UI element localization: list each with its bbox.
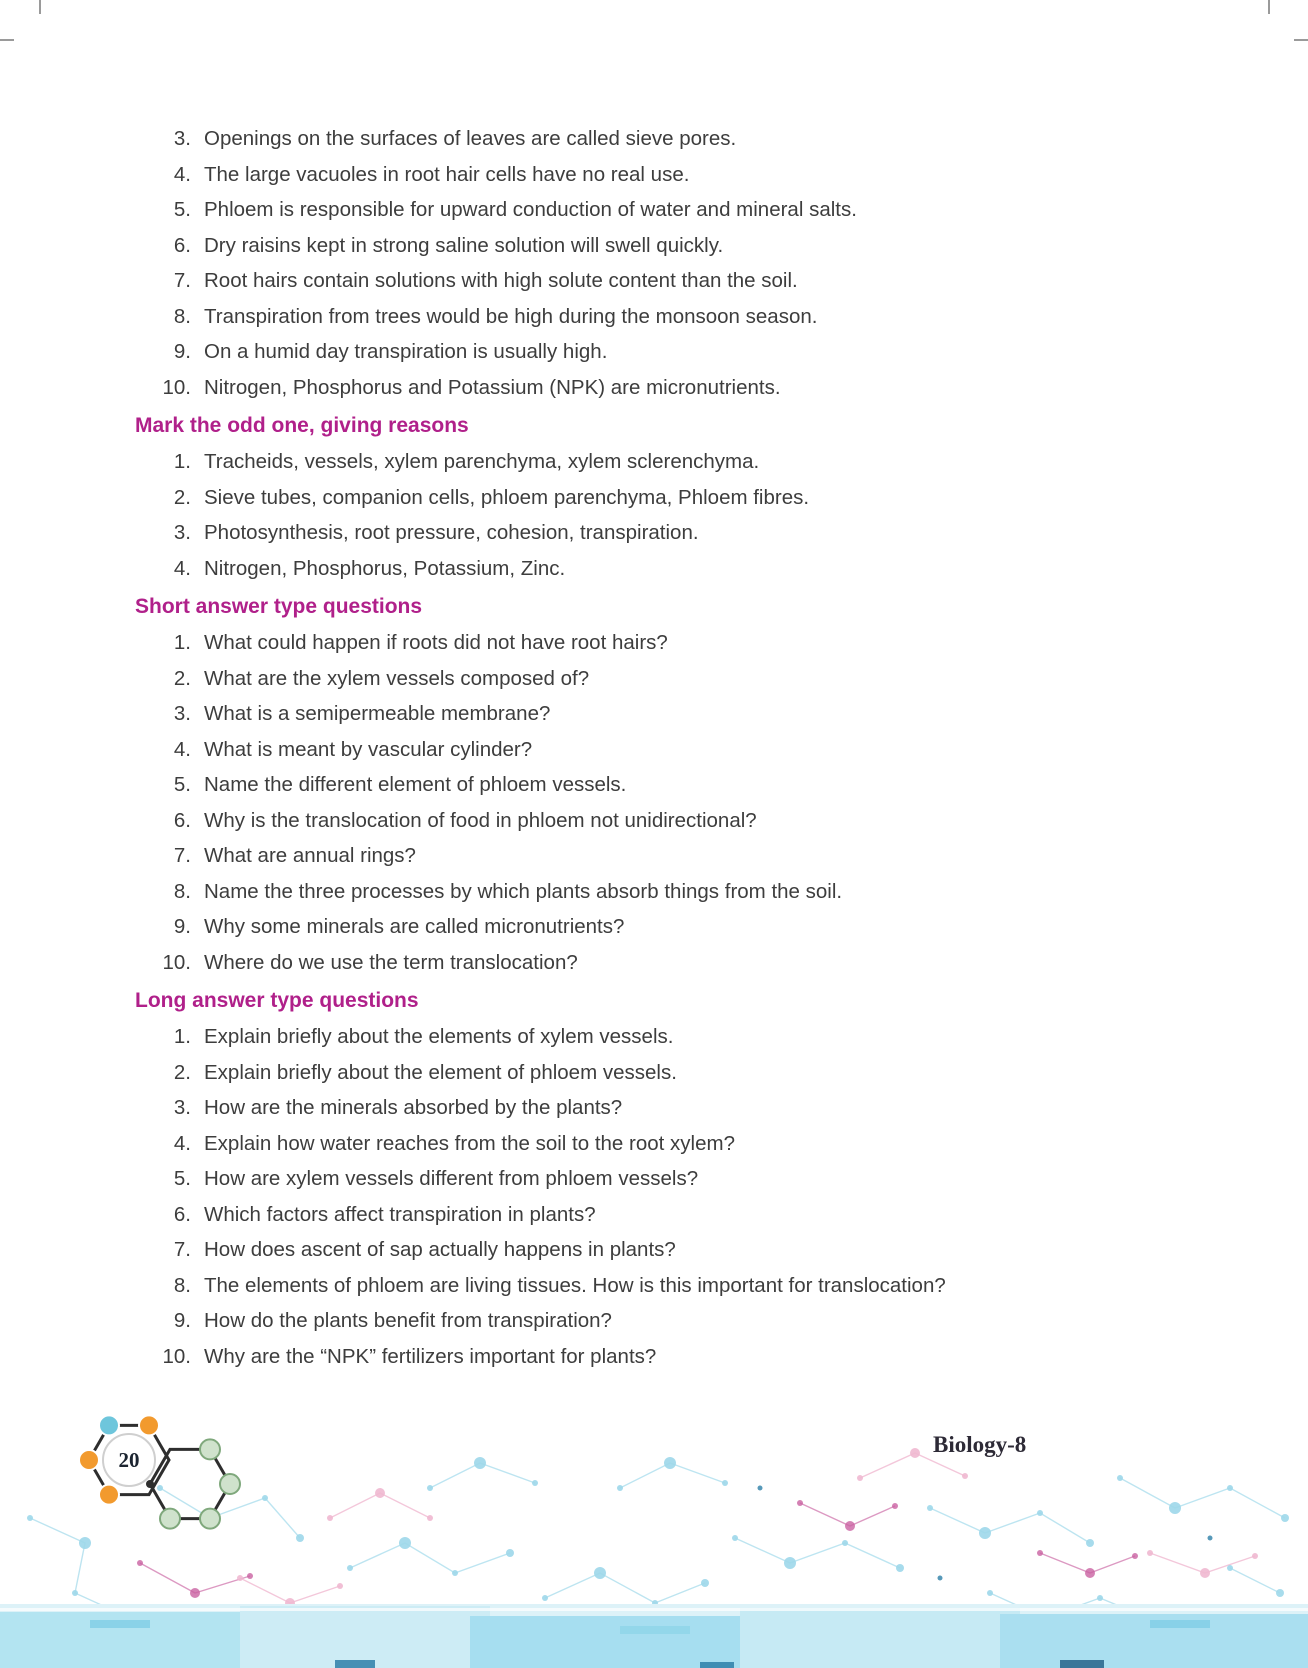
footer-book-label: Biology-8	[933, 1432, 1027, 1457]
item-text: Name the three processes by which plants absorb things from the soil.	[204, 879, 843, 903]
item-text: Phloem is responsible for upward conduction of water and mineral salts.	[204, 198, 857, 221]
item-text: Why some minerals are called micronutrients?	[204, 915, 625, 938]
item-text: Nitrogen, Phosphorus and Potassium (NPK) are micronutrients.	[204, 375, 781, 399]
list-item	[135, 838, 1180, 874]
item-number: 3.	[173, 702, 191, 725]
item-number: 3.	[173, 521, 191, 544]
item-text: Where do we use the term translocation?	[204, 950, 578, 974]
item-text: Photosynthesis, root pressure, cohesion, transpiration.	[204, 521, 699, 544]
list-item	[135, 909, 1180, 945]
item-number: 10.	[162, 950, 191, 974]
list-item	[135, 121, 1180, 157]
list-item	[135, 480, 1180, 516]
section-heading-short-answer: Short answer type questions	[135, 595, 423, 618]
item-text: What is meant by vascular cylinder?	[204, 737, 533, 761]
list-item	[135, 551, 1180, 587]
true-false-list	[135, 121, 1180, 405]
item-text: What could happen if roots did not have root hairs?	[204, 631, 668, 654]
long-answer-list	[135, 1019, 1180, 1374]
list-item	[135, 1161, 1180, 1197]
item-text: Openings on the surfaces of leaves are called sieve pores.	[204, 127, 737, 150]
list-item	[135, 157, 1180, 193]
item-number: 4.	[173, 556, 191, 580]
item-text: Sieve tubes, companion cells, phloem parenchyma, Phloem fibres.	[204, 485, 810, 509]
list-item	[135, 1268, 1180, 1304]
list-item	[135, 1090, 1180, 1126]
item-text: Which factors affect transpiration in plants?	[204, 1202, 596, 1226]
item-text: Why are the “NPK” fertilizers important for plants?	[204, 1344, 657, 1368]
item-text: How do the plants benefit from transpiration?	[204, 1309, 612, 1332]
list-item	[135, 1197, 1180, 1233]
list-item	[135, 515, 1180, 551]
list-item	[135, 661, 1180, 697]
item-number: 4.	[173, 737, 191, 761]
list-item	[135, 625, 1180, 661]
item-number: 4.	[173, 162, 191, 186]
item-text: Dry raisins kept in strong saline solution will swell quickly.	[204, 233, 724, 257]
list-item	[135, 444, 1180, 480]
item-number: 6.	[173, 1202, 191, 1226]
item-number: 5.	[173, 1167, 191, 1190]
list-item	[135, 228, 1180, 264]
list-item	[135, 945, 1180, 981]
list-item	[135, 1126, 1180, 1162]
crop-mark-top-right	[1268, 0, 1270, 14]
item-number: 2.	[173, 666, 191, 690]
item-number: 5.	[173, 773, 191, 796]
list-item	[135, 803, 1180, 839]
item-text: Nitrogen, Phosphorus, Potassium, Zinc.	[204, 556, 566, 580]
item-text: How does ascent of sap actually happens in plants?	[204, 1238, 676, 1261]
item-text: Name the different element of phloem vessels.	[204, 773, 627, 796]
crop-mark-top-left	[0, 39, 14, 41]
short-answer-list	[135, 625, 1180, 980]
crop-mark-top-left	[39, 0, 41, 14]
item-number: 7.	[173, 1238, 191, 1261]
item-number: 2.	[173, 1060, 191, 1084]
item-number: 1.	[173, 450, 191, 473]
item-number: 9.	[173, 1309, 191, 1332]
list-item	[135, 1232, 1180, 1268]
item-number: 4.	[173, 1131, 191, 1155]
odd-one-list	[135, 444, 1180, 586]
crop-mark-top-right	[1294, 39, 1308, 41]
item-text: How are xylem vessels different from phloem vessels?	[204, 1167, 699, 1190]
list-item	[135, 334, 1180, 370]
item-number: 10.	[162, 375, 191, 399]
item-text: What are the xylem vessels composed of?	[204, 666, 590, 690]
list-item	[135, 370, 1180, 406]
list-item	[135, 192, 1180, 228]
item-number: 6.	[173, 808, 191, 832]
list-item	[135, 767, 1180, 803]
item-text: What are annual rings?	[204, 844, 416, 867]
list-item	[135, 1339, 1180, 1375]
item-number: 8.	[173, 1273, 191, 1297]
section-heading-long-answer: Long answer type questions	[135, 989, 419, 1012]
item-text: Explain briefly about the elements of xylem vessels.	[204, 1025, 674, 1048]
item-number: 8.	[173, 304, 191, 328]
item-number: 2.	[173, 485, 191, 509]
item-number: 7.	[173, 844, 191, 867]
watercolor-band	[0, 1604, 1308, 1668]
item-text: Transpiration from trees would be high during the monsoon season.	[204, 304, 818, 328]
item-text: What is a semipermeable membrane?	[204, 702, 551, 725]
item-number: 1.	[173, 1025, 191, 1048]
item-number: 7.	[173, 269, 191, 292]
item-text: Why is the translocation of food in phloem not unidirectional?	[204, 808, 757, 832]
list-item	[135, 1303, 1180, 1339]
list-item	[135, 732, 1180, 768]
list-item	[135, 696, 1180, 732]
item-number: 5.	[173, 198, 191, 221]
list-item	[135, 1055, 1180, 1091]
page-content	[135, 121, 1180, 1374]
item-number: 9.	[173, 915, 191, 938]
item-text: The large vacuoles in root hair cells have no real use.	[204, 162, 690, 186]
item-number: 8.	[173, 879, 191, 903]
item-number: 6.	[173, 233, 191, 257]
item-number: 3.	[173, 1096, 191, 1119]
item-number: 10.	[162, 1344, 191, 1368]
item-number: 1.	[173, 631, 191, 654]
item-text: Explain how water reaches from the soil to the root xylem?	[204, 1131, 735, 1155]
item-text: How are the minerals absorbed by the plants?	[204, 1096, 623, 1119]
item-text: Root hairs contain solutions with high solute content than the soil.	[204, 269, 798, 292]
item-text: Explain briefly about the element of phloem vessels.	[204, 1060, 677, 1084]
list-item	[135, 1019, 1180, 1055]
item-text: On a humid day transpiration is usually high.	[204, 340, 608, 363]
molecule-badge-icon	[72, 1392, 252, 1552]
list-item	[135, 299, 1180, 335]
item-text: Tracheids, vessels, xylem parenchyma, xylem sclerenchyma.	[204, 450, 760, 473]
section-heading-odd-one: Mark the odd one, giving reasons	[135, 414, 469, 437]
item-text: The elements of phloem are living tissues. How is this important for translocation?	[204, 1273, 946, 1297]
list-item	[135, 263, 1180, 299]
item-number: 9.	[173, 340, 191, 363]
list-item	[135, 874, 1180, 910]
page-number: 20	[118, 1448, 140, 1472]
item-number: 3.	[173, 127, 191, 150]
